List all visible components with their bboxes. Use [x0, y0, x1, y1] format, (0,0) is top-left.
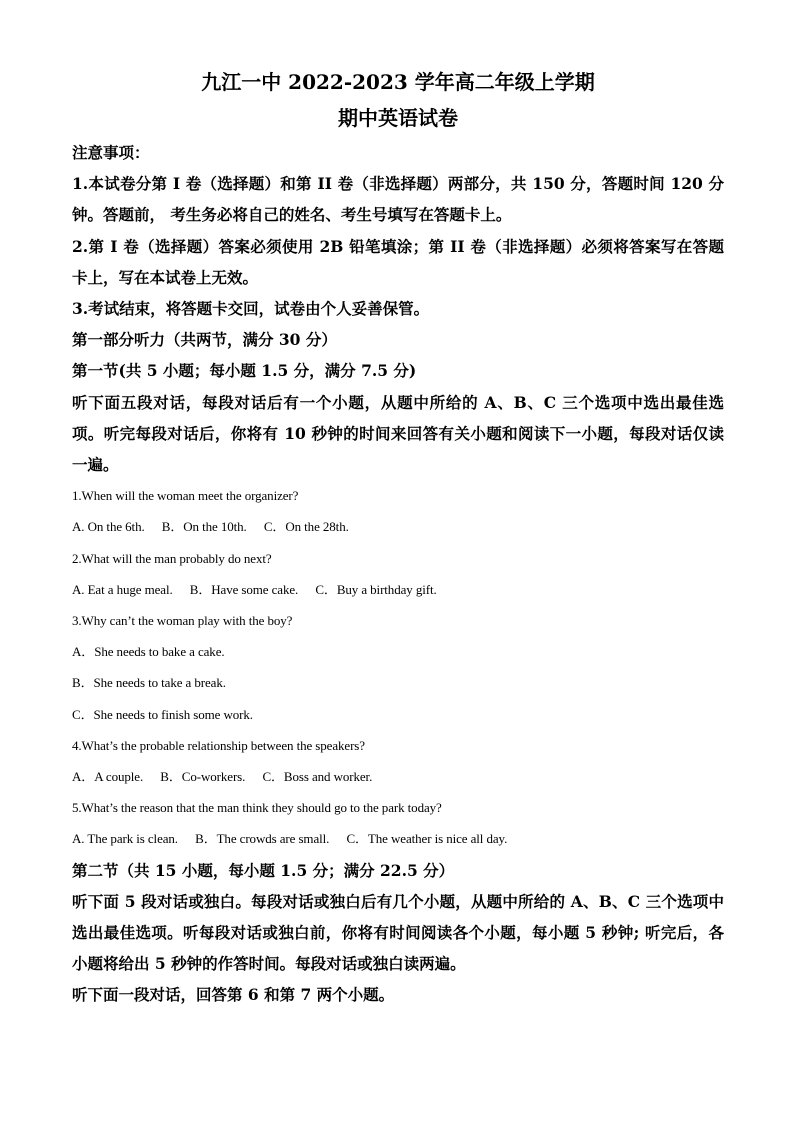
option-c: C．She needs to finish some work.: [72, 706, 253, 722]
option-b: B．On the 10th.: [161, 519, 247, 535]
option-c: C．The weather is nice all day.: [346, 831, 508, 847]
notice-item-1: 1.本试卷分第 I 卷（选择题）和第 II 卷（非选择题）两部分，共 150 分，答题时间 120 分钟。答题前， 考生务必将自己的姓名、考生号填写在答题卡上。: [72, 174, 724, 225]
option-b: B．Have some cake.: [189, 581, 299, 597]
option-a: A．She needs to bake a cake.: [72, 644, 225, 660]
option-c: C．Boss and worker.: [262, 769, 373, 785]
question-stem: 5.What’s the reason that the man think they should go to the park today?: [72, 800, 442, 816]
option-c: C．Buy a birthday gift.: [315, 581, 437, 597]
notice-heading: 注意事项：: [72, 143, 150, 162]
section1-heading: 第一节(共 5 小题；每小题 1.5 分，满分 7.5 分): [72, 361, 417, 381]
option-a: A. On the 6th.: [72, 519, 145, 535]
question-options: [72, 511, 724, 542]
exam-title: 九江一中 2022-2023 学年高二年级上学期: [201, 70, 595, 94]
notice-item-3: 3.考试结束，将答题卡交回，试卷由个人妥善保管。: [72, 299, 430, 319]
option-b: B．She needs to take a break.: [72, 675, 226, 691]
option-c: C．On the 28th.: [263, 519, 349, 535]
question-options: [72, 823, 724, 854]
option-a: A．A couple.: [72, 769, 144, 785]
notice-item-2: 2.第 I 卷（选择题）答案必须使用 2B 铅笔填涂；第 II 卷（非选择题）必须将答案写在答题卡上，写在本试卷上无效。: [72, 236, 724, 287]
part1-heading: 第一部分听力（共两节，满分 30 分）: [72, 330, 337, 350]
section2-instruction: 听下面 5 段对话或独白。每段对话或独白后有几个小题，从题中所给的 A、B、C 三个选项中选出最佳选项。听每段对话或独白前，你将有时间阅读各个小题，每小题 5 秒钟; 听完后，各小题将给出 5 秒钟的作答时间。每段对话或独白读两遍。: [72, 891, 724, 974]
question-options: [72, 574, 724, 605]
section2-sub-instruction: 听下面一段对话，回答第 6 和第 7 两个小题。: [72, 985, 395, 1005]
question-options: [72, 761, 724, 792]
question-stem: 3.Why can’t the woman play with the boy?: [72, 613, 293, 629]
question-stem: 4.What’s the probable relationship between the speakers?: [72, 737, 365, 753]
section2-heading: 第二节（共 15 小题，每小题 1.5 分；满分 22.5 分）: [72, 860, 455, 880]
question-stem: 2.What will the man probably do next?: [72, 550, 272, 566]
option-b: B．The crowds are small.: [195, 831, 330, 847]
option-b: B．Co-workers.: [160, 769, 246, 785]
option-a: A. Eat a huge meal.: [72, 581, 173, 597]
option-a: A. The park is clean.: [72, 831, 178, 847]
exam-subtitle: 期中英语试卷: [338, 106, 458, 130]
question-stem: 1.When will the woman meet the organizer?: [72, 488, 299, 504]
section1-instruction: 听下面五段对话，每段对话后有一个小题，从题中所给的 A、B、C 三个选项中选出最佳选项。听完每段对话后，你将有 10 秒钟的时间来回答有关小题和阅读下一小题，每段对话仅读一遍。: [72, 392, 724, 475]
